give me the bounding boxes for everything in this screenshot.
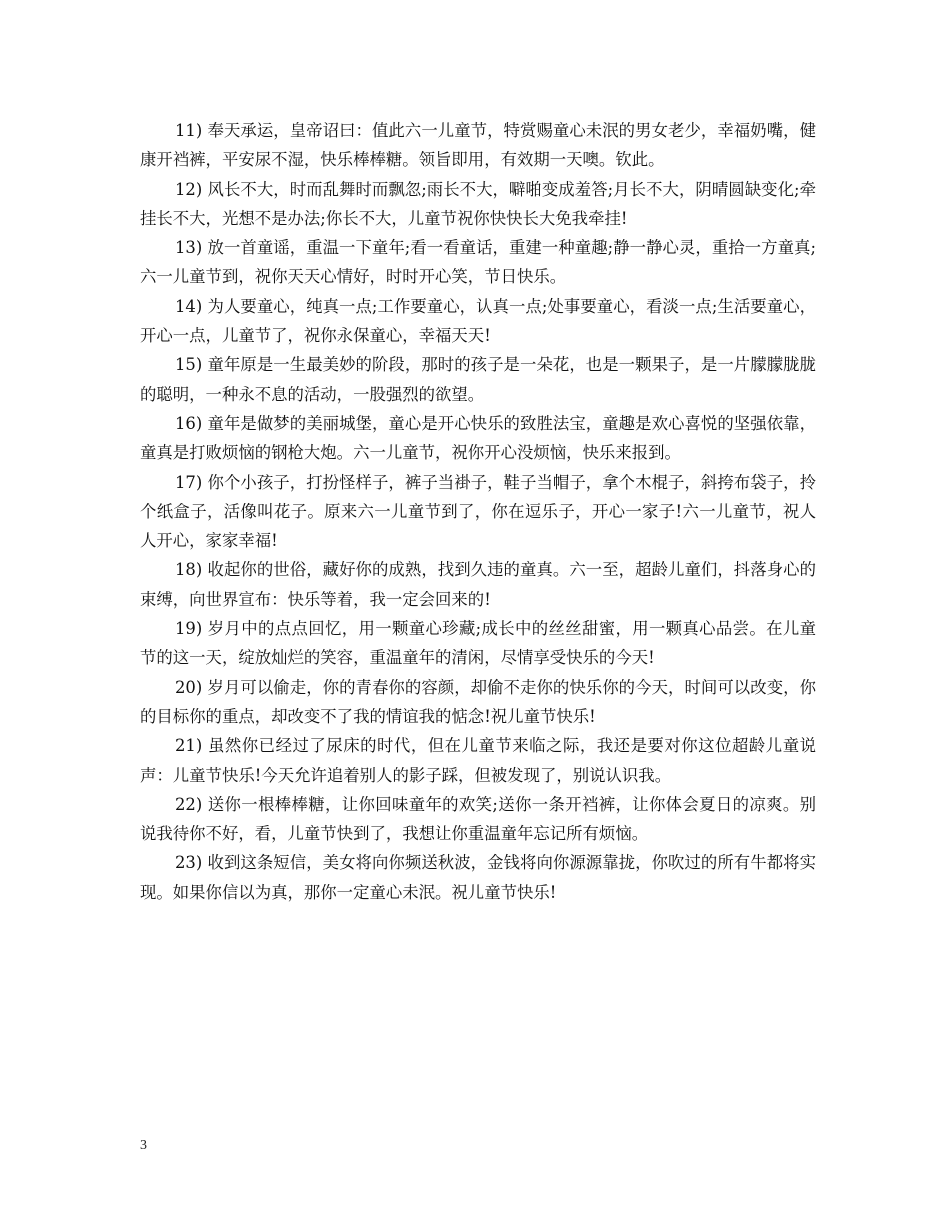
paragraph-20: 20) 岁月可以偷走，你的青春你的容颜，却偷不走你的快乐你的今天，时间可以改变，你的目标你的重点，却改变不了我的情谊我的惦念!祝儿童节快乐!: [140, 677, 816, 726]
paragraph-22: 22) 送你一根棒棒糖，让你回味童年的欢笑;送你一条开裆裤，让你体会夏日的凉爽。别说我待你不好，看，儿童节快到了，我想让你重温童年忘记所有烦恼。: [140, 794, 816, 844]
paragraph-19: 19) 岁月中的点点回忆，用一颗童心珍藏;成长中的丝丝甜蜜，用一颗真心品尝。在儿童节的这一天，绽放灿烂的笑容，重温童年的清闲，尽情享受快乐的今天!: [140, 619, 816, 668]
paragraph-12: 12) 风长不大，时而乱舞时而飘忽;雨长不大，噼啪变成羞答;月长不大，阴晴圆缺变化;牵挂长不大，光想不是办法;你长不大，儿童节祝你快快长大免我牵挂!: [140, 179, 816, 228]
paragraph-15: 15) 童年原是一生最美妙的阶段，那时的孩子是一朵花，也是一颗果子，是一片朦朦胧胧的聪明，一种永不息的活动，一股强烈的欲望。: [140, 355, 816, 404]
paragraph-11: 11) 奉天承运，皇帝诏曰：值此六一儿童节，特赏赐童心未泯的男女老少，幸福奶嘴，健康开裆裤，平安尿不湿，快乐棒棒糖。领旨即用，有效期一天噢。钦此。: [140, 121, 816, 170]
paragraph-14: 14) 为人要童心，纯真一点;工作要童心，认真一点;处事要童心，看淡一点;生活要童心，开心一点，儿童节了，祝你永保童心，幸福天天!: [140, 296, 816, 346]
paragraph-21: 21) 虽然你已经过了尿床的时代，但在儿童节来临之际，我还是要对你这位超龄儿童说声：儿童节快乐!今天允许追着别人的影子踩，但被发现了，别说认识我。: [140, 736, 816, 785]
paragraph-16: 16) 童年是做梦的美丽城堡，童心是开心快乐的致胜法宝，童趣是欢心喜悦的坚强依靠，童真是打败烦恼的钢枪大炮。六一儿童节，祝你开心没烦恼，快乐来报到。: [140, 413, 816, 463]
paragraph-17: 17) 你个小孩子，打扮怪样子，裤子当褂子，鞋子当帽子，拿个木棍子，斜挎布袋子，拎个纸盒子，活像叫花子。原来六一儿童节到了，你在逗乐子，开心一家子!六一儿童节，祝人人开心，家家幸福!: [140, 472, 816, 551]
page-number: 3: [140, 1138, 147, 1153]
document-body: [140, 116, 816, 907]
paragraph-23: 23) 收到这条短信，美女将向你频送秋波，金钱将向你源源靠拢，你吹过的所有牛都将实现。如果你信以为真，那你一定童心未泯。祝儿童节快乐!: [140, 853, 816, 902]
paragraph-18: 18) 收起你的世俗，藏好你的成熟，找到久违的童真。六一至，超龄儿童们，抖落身心的束缚，向世界宣布：快乐等着，我一定会回来的!: [140, 560, 816, 609]
paragraph-13: 13) 放一首童谣，重温一下童年;看一看童话，重建一种童趣;静一静心灵，重拾一方童真;六一儿童节到，祝你天天心情好，时时开心笑，节日快乐。: [140, 238, 816, 287]
